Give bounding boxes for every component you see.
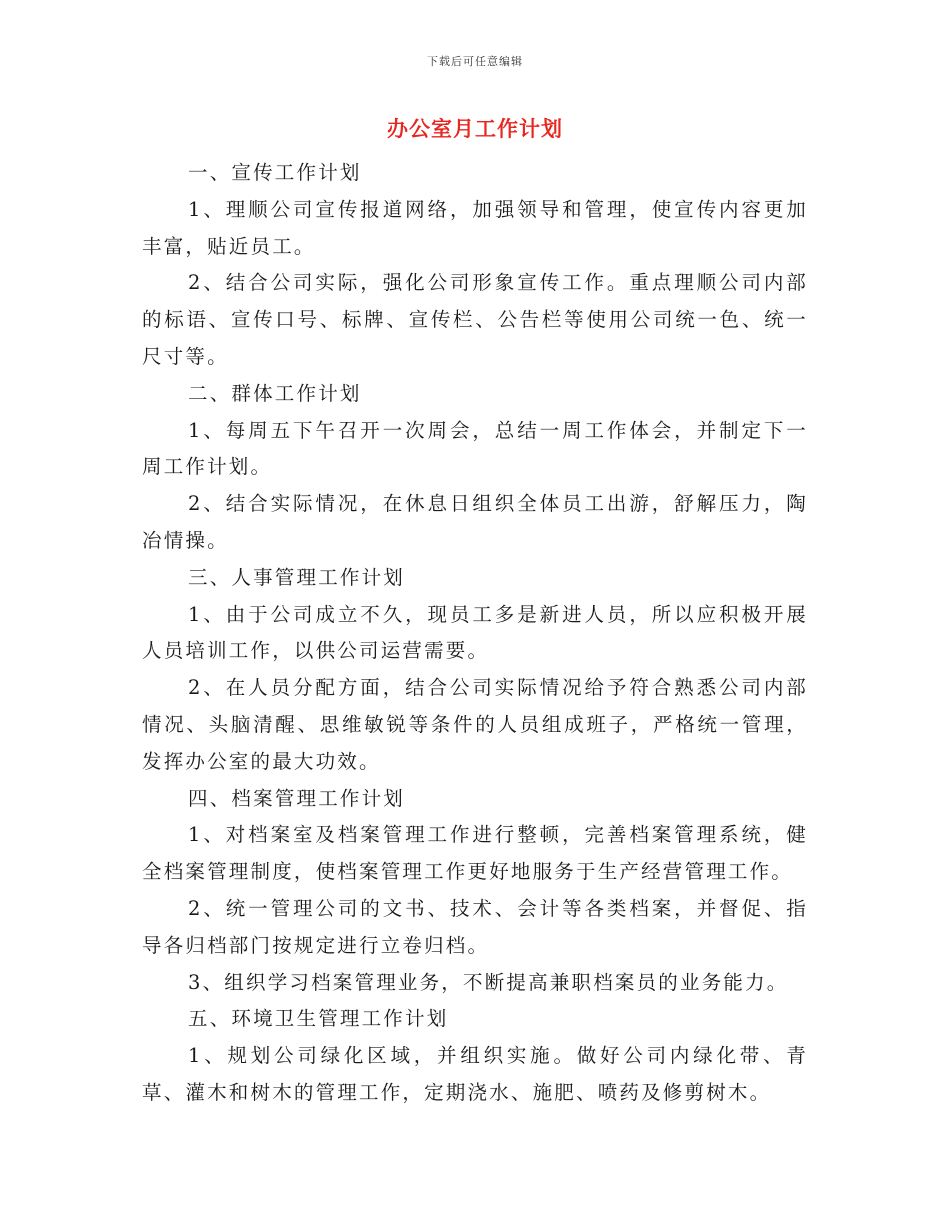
document-body <box>142 155 808 1112</box>
header-note: 下载后可任意编辑 <box>427 55 523 68</box>
section-heading-personnel: 三、人事管理工作计划 <box>188 565 406 589</box>
section-heading-publicity: 一、宣传工作计划 <box>188 161 362 184</box>
paragraph: 1、规划公司绿化区域，并组织实施。做好公司内绿化带、青草、灌木和树木的管理工作，定期浇水、施肥、喷药及修剪树木。 <box>142 1044 808 1104</box>
paragraph: 2、统一管理公司的文书、技术、会计等各类档案，并督促、指导各归档部门按规定进行立卷归档。 <box>142 896 808 957</box>
section-heading-archives: 四、档案管理工作计划 <box>188 786 406 810</box>
paragraph: 3、组织学习档案管理业务，不断提高兼职档案员的业务能力。 <box>188 970 789 994</box>
page-title: 办公室月工作计划 <box>387 116 563 141</box>
section-heading-sanitation: 五、环境卫生管理工作计划 <box>188 1007 449 1031</box>
paragraph: 1、对档案室及档案管理工作进行整顿，完善档案管理系统，健全档案管理制度，使档案管理工作更好地服务于生产经营管理工作。 <box>142 823 808 884</box>
paragraph: 2、结合实际情况，在休息日组织全体员工出游，舒解压力，陶冶情操。 <box>142 492 808 552</box>
paragraph: 2、在人员分配方面，结合公司实际情况给予符合熟悉公司内部情况、头脑清醒、思维敏锐等条件的人员组成班子，严格统一管理，发挥办公室的最大功效。 <box>142 676 808 773</box>
paragraph: 1、由于公司成立不久，现员工多是新进人员，所以应积极开展人员培训工作，以供公司运营需要。 <box>142 602 808 663</box>
paragraph: 1、理顺公司宣传报道网络，加强领导和管理，使宣传内容更加丰富，贴近员工。 <box>142 197 808 258</box>
section-heading-group: 二、群体工作计划 <box>188 381 362 405</box>
paragraph: 2、结合公司实际，强化公司形象宣传工作。重点理顺公司内部的标语、宣传口号、标牌、宣传栏、公告栏等使用公司统一色、统一尺寸等。 <box>142 271 808 368</box>
paragraph: 1、每周五下午召开一次周会，总结一周工作体会，并制定下一周工作计划。 <box>142 418 808 479</box>
